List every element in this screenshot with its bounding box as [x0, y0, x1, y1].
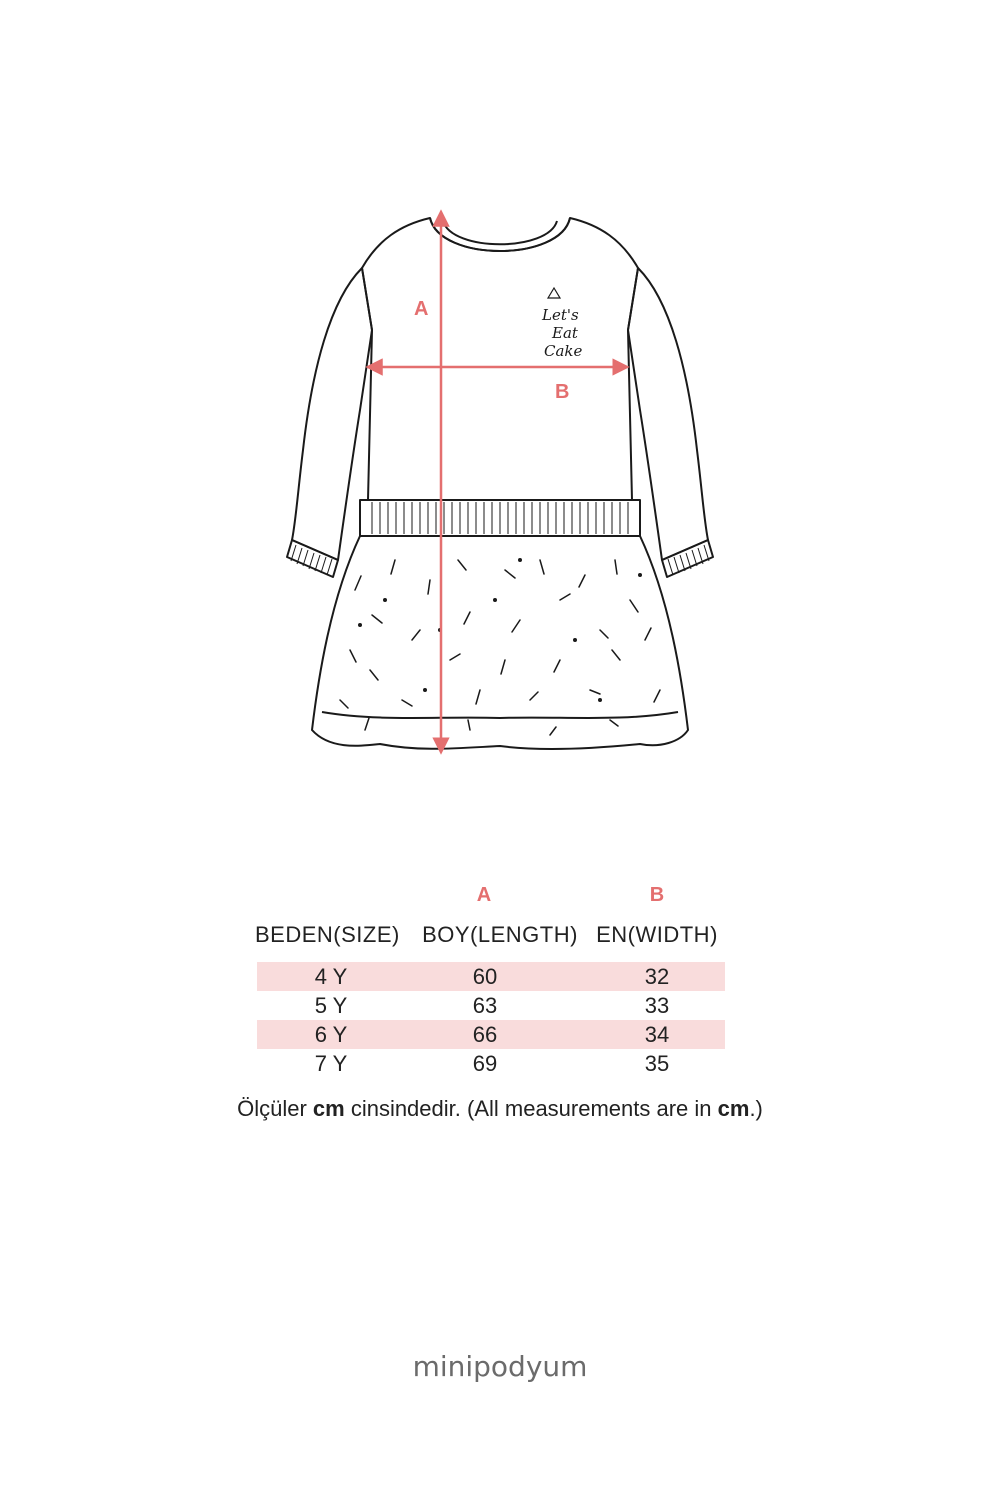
chest-print — [541, 288, 583, 360]
print-line-2: Eat — [552, 324, 578, 342]
brand-logo-text: minipodyum — [412, 1350, 588, 1383]
cell-width: 34 — [644, 1022, 670, 1047]
bodice — [362, 218, 638, 500]
skirt-inner-hem — [322, 712, 678, 718]
cell-length: 66 — [472, 1022, 498, 1047]
header-length: BOY(LENGTH) — [422, 922, 578, 947]
note-part-2: cinsindedir. (All measurements are in — [344, 1096, 718, 1121]
cell-width: 35 — [644, 1051, 670, 1076]
print-line-3: Cake — [544, 342, 583, 360]
cell-width: 32 — [644, 964, 670, 989]
label-b: B — [555, 381, 570, 403]
header-size: BEDEN(SIZE) — [255, 922, 400, 947]
header-width: EN(WIDTH) — [596, 922, 718, 947]
measurement-note — [0, 1096, 1000, 1122]
col-letter-length: A — [476, 884, 492, 906]
table-row — [257, 991, 725, 1020]
col-letter-width: B — [649, 884, 665, 906]
cell-size: 5 Y — [314, 993, 348, 1018]
cell-length: 60 — [472, 964, 498, 989]
cell-size: 6 Y — [314, 1022, 348, 1047]
collar-rib — [430, 218, 570, 251]
label-a: A — [414, 298, 429, 320]
table-row — [257, 962, 725, 991]
cell-length: 63 — [472, 993, 498, 1018]
cell-size: 4 Y — [314, 964, 348, 989]
cell-size: 7 Y — [314, 1051, 348, 1076]
note-unit-2: cm — [717, 1096, 750, 1121]
cell-length: 69 — [472, 1051, 498, 1076]
print-line-1: Let's — [542, 306, 579, 324]
note-part-1: Ölçüler — [237, 1096, 313, 1121]
note-part-3: .) — [749, 1096, 763, 1121]
table-row — [257, 1020, 725, 1049]
table-row — [257, 1049, 725, 1078]
brand-logo — [380, 1344, 620, 1392]
note-unit-1: cm — [312, 1096, 345, 1121]
cell-width: 33 — [644, 993, 670, 1018]
